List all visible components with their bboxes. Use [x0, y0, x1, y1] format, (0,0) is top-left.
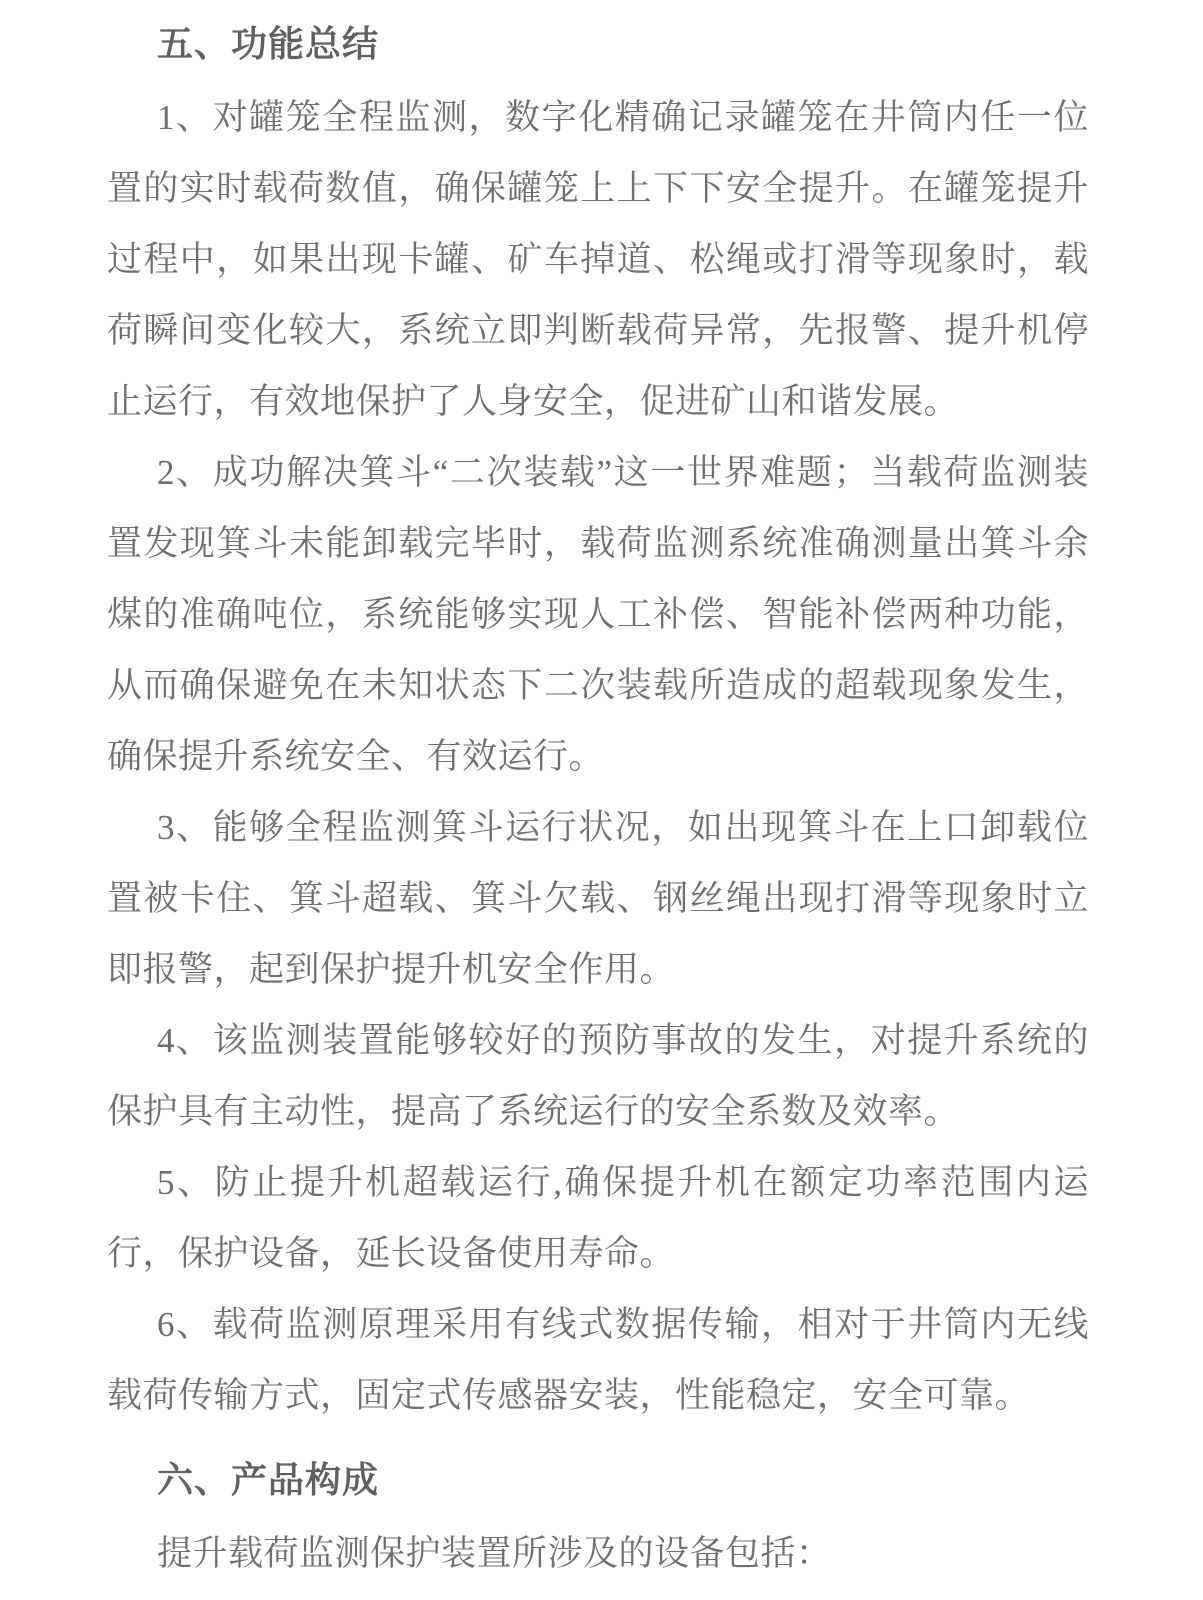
body-paragraph: 4、该监测装置能够较好的预防事故的发生，对提升系统的保护具有主动性，提高了系统运行的安全系数及效率。: [107, 1021, 1089, 1131]
body-paragraph: 提升载荷监测保护装置所涉及的设备包括：: [157, 1534, 832, 1573]
document-body: [107, 9, 1089, 1589]
body-paragraph: 6、载荷监测原理采用有线式数据传输，相对于井筒内无线载荷传输方式，固定式传感器安装，性能稳定，安全可靠。: [107, 1305, 1089, 1415]
section-heading: 五、功能总结: [157, 24, 380, 64]
section-heading: 六、产品构成: [157, 1460, 380, 1500]
body-paragraph: 5、防止提升机超载运行,确保提升机在额定功率范围内运行，保护设备，延长设备使用寿命。: [107, 1163, 1089, 1273]
body-paragraph: 1、对罐笼全程监测，数字化精确记录罐笼在井筒内任一位置的实时载荷数值，确保罐笼上上下下安全提升。在罐笼提升过程中，如果出现卡罐、矿车掉道、松绳或打滑等现象时，载荷瞬间变化较大，系统立即判断载荷异常，先报警、提升机停止运行，有效地保护了人身安全，促进矿山和谐发展。: [107, 98, 1089, 421]
body-paragraph: 3、能够全程监测箕斗运行状况，如出现箕斗在上口卸载位置被卡住、箕斗超载、箕斗欠载、钢丝绳出现打滑等现象时立即报警，起到保护提升机安全作用。: [107, 808, 1089, 989]
body-paragraph: 2、成功解决箕斗“二次装载”这一世界难题；当载荷监测装置发现箕斗未能卸载完毕时，载荷监测系统准确测量出箕斗余煤的准确吨位，系统能够实现人工补偿、智能补偿两种功能，从而确保避免在未知状态下二次装载所造成的超载现象发生，确保提升系统安全、有效运行。: [107, 453, 1089, 776]
